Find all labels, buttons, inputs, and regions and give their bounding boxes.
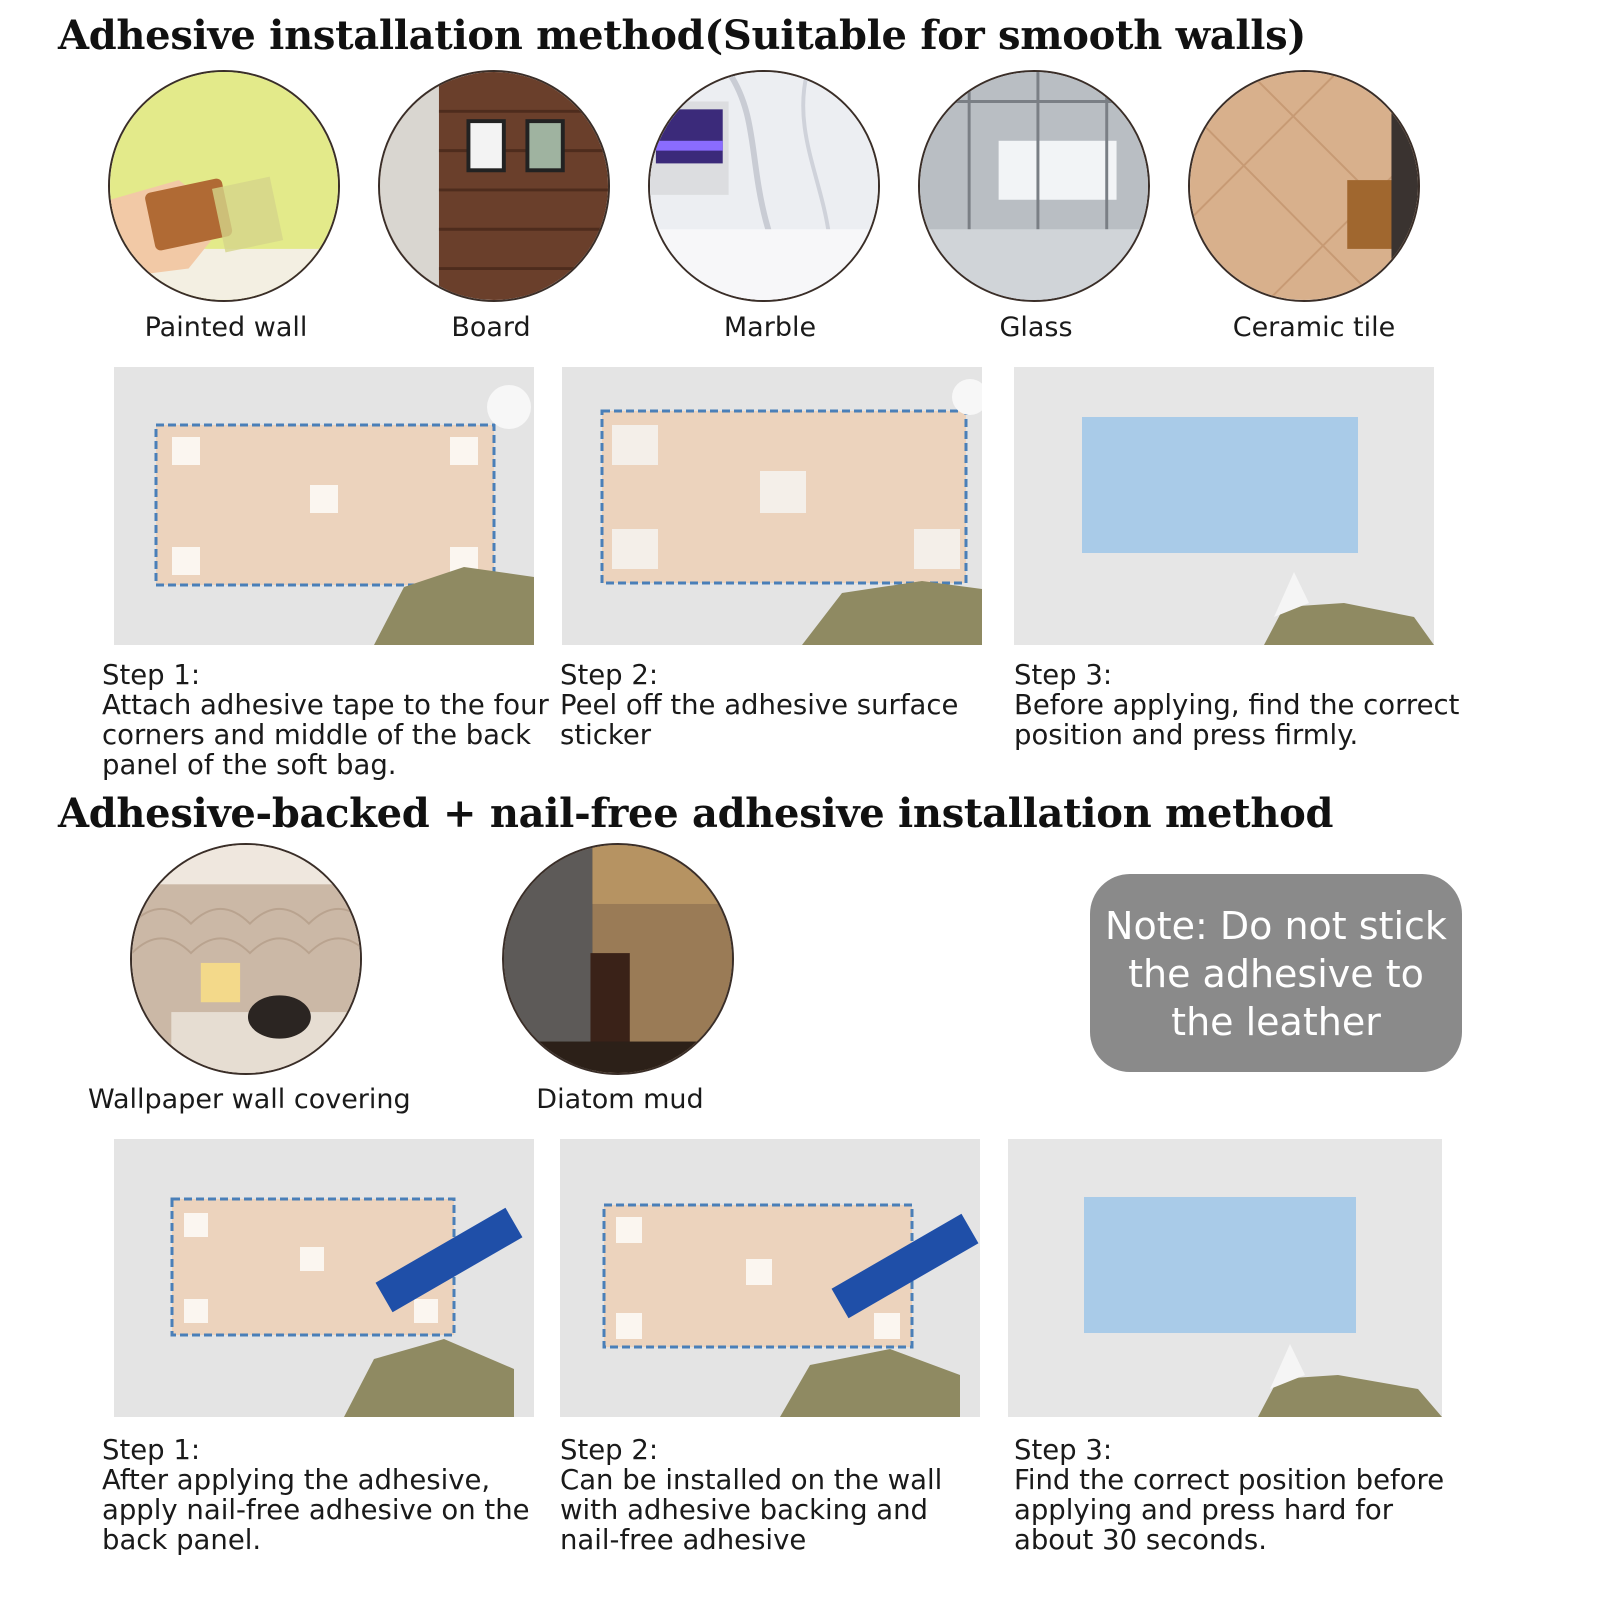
section1-step2	[560, 660, 980, 750]
ceramic-tile-wall-image	[1188, 70, 1420, 302]
step-title: Step 2:	[560, 659, 659, 691]
diatom-mud-wall-image	[502, 843, 734, 1075]
section1-step3	[1014, 660, 1464, 750]
step3-photo-press-hard	[1008, 1139, 1442, 1417]
section2-step1	[102, 1435, 552, 1555]
step-text: After applying the adhesive, apply nail-free adhesive on the back panel.	[102, 1464, 530, 1556]
surface-label-marble: Marble	[723, 312, 817, 343]
section-heading-adhesive: Adhesive installation method(Suitable for smooth walls)	[58, 12, 1306, 59]
surface-label-ceramic-tile: Ceramic tile	[1232, 312, 1396, 343]
step-title: Step 1:	[102, 659, 201, 691]
surface-label-painted-wall: Painted wall	[144, 312, 308, 343]
step-text: Before applying, find the correct position and press firmly.	[1014, 689, 1460, 751]
marble-wall-image	[648, 70, 880, 302]
step1-photo-back-panel-tape	[114, 367, 534, 645]
step-title: Step 2:	[560, 1434, 659, 1466]
wallpaper-wall-image	[130, 843, 362, 1075]
glass-wall-image	[918, 70, 1150, 302]
surface-label-wallpaper: Wallpaper wall covering	[88, 1084, 411, 1115]
section-heading-nail-free: Adhesive-backed + nail-free adhesive installation method	[58, 790, 1334, 837]
step1-photo-apply-nail-free-adhesive	[114, 1139, 534, 1417]
step-text: Peel off the adhesive surface sticker	[560, 689, 959, 751]
step-title: Step 1:	[102, 1434, 201, 1466]
step2-photo-peel-sticker	[562, 367, 982, 645]
step-title: Step 3:	[1014, 1434, 1113, 1466]
step-text: Attach adhesive tape to the four corners and middle of the back panel of the soft bag.	[102, 689, 549, 781]
surface-label-board: Board	[451, 312, 531, 343]
board-wall-image	[378, 70, 610, 302]
note-box: Note: Do not stick the adhesive to the leather	[1090, 874, 1462, 1072]
surface-label-glass: Glass	[999, 312, 1073, 343]
step-text: Can be installed on the wall with adhesive backing and nail-free adhesive	[560, 1464, 943, 1556]
section1-step1	[102, 660, 550, 780]
surface-label-diatom-mud: Diatom mud	[536, 1084, 704, 1115]
step3-photo-press-panel	[1014, 367, 1434, 645]
painted-wall-image	[108, 70, 340, 302]
section2-step3	[1014, 1435, 1470, 1555]
step-title: Step 3:	[1014, 659, 1113, 691]
step2-photo-install-on-wall	[560, 1139, 980, 1417]
section2-step2	[560, 1435, 990, 1555]
step-text: Find the correct position before applying and press hard for about 30 seconds.	[1014, 1464, 1445, 1556]
